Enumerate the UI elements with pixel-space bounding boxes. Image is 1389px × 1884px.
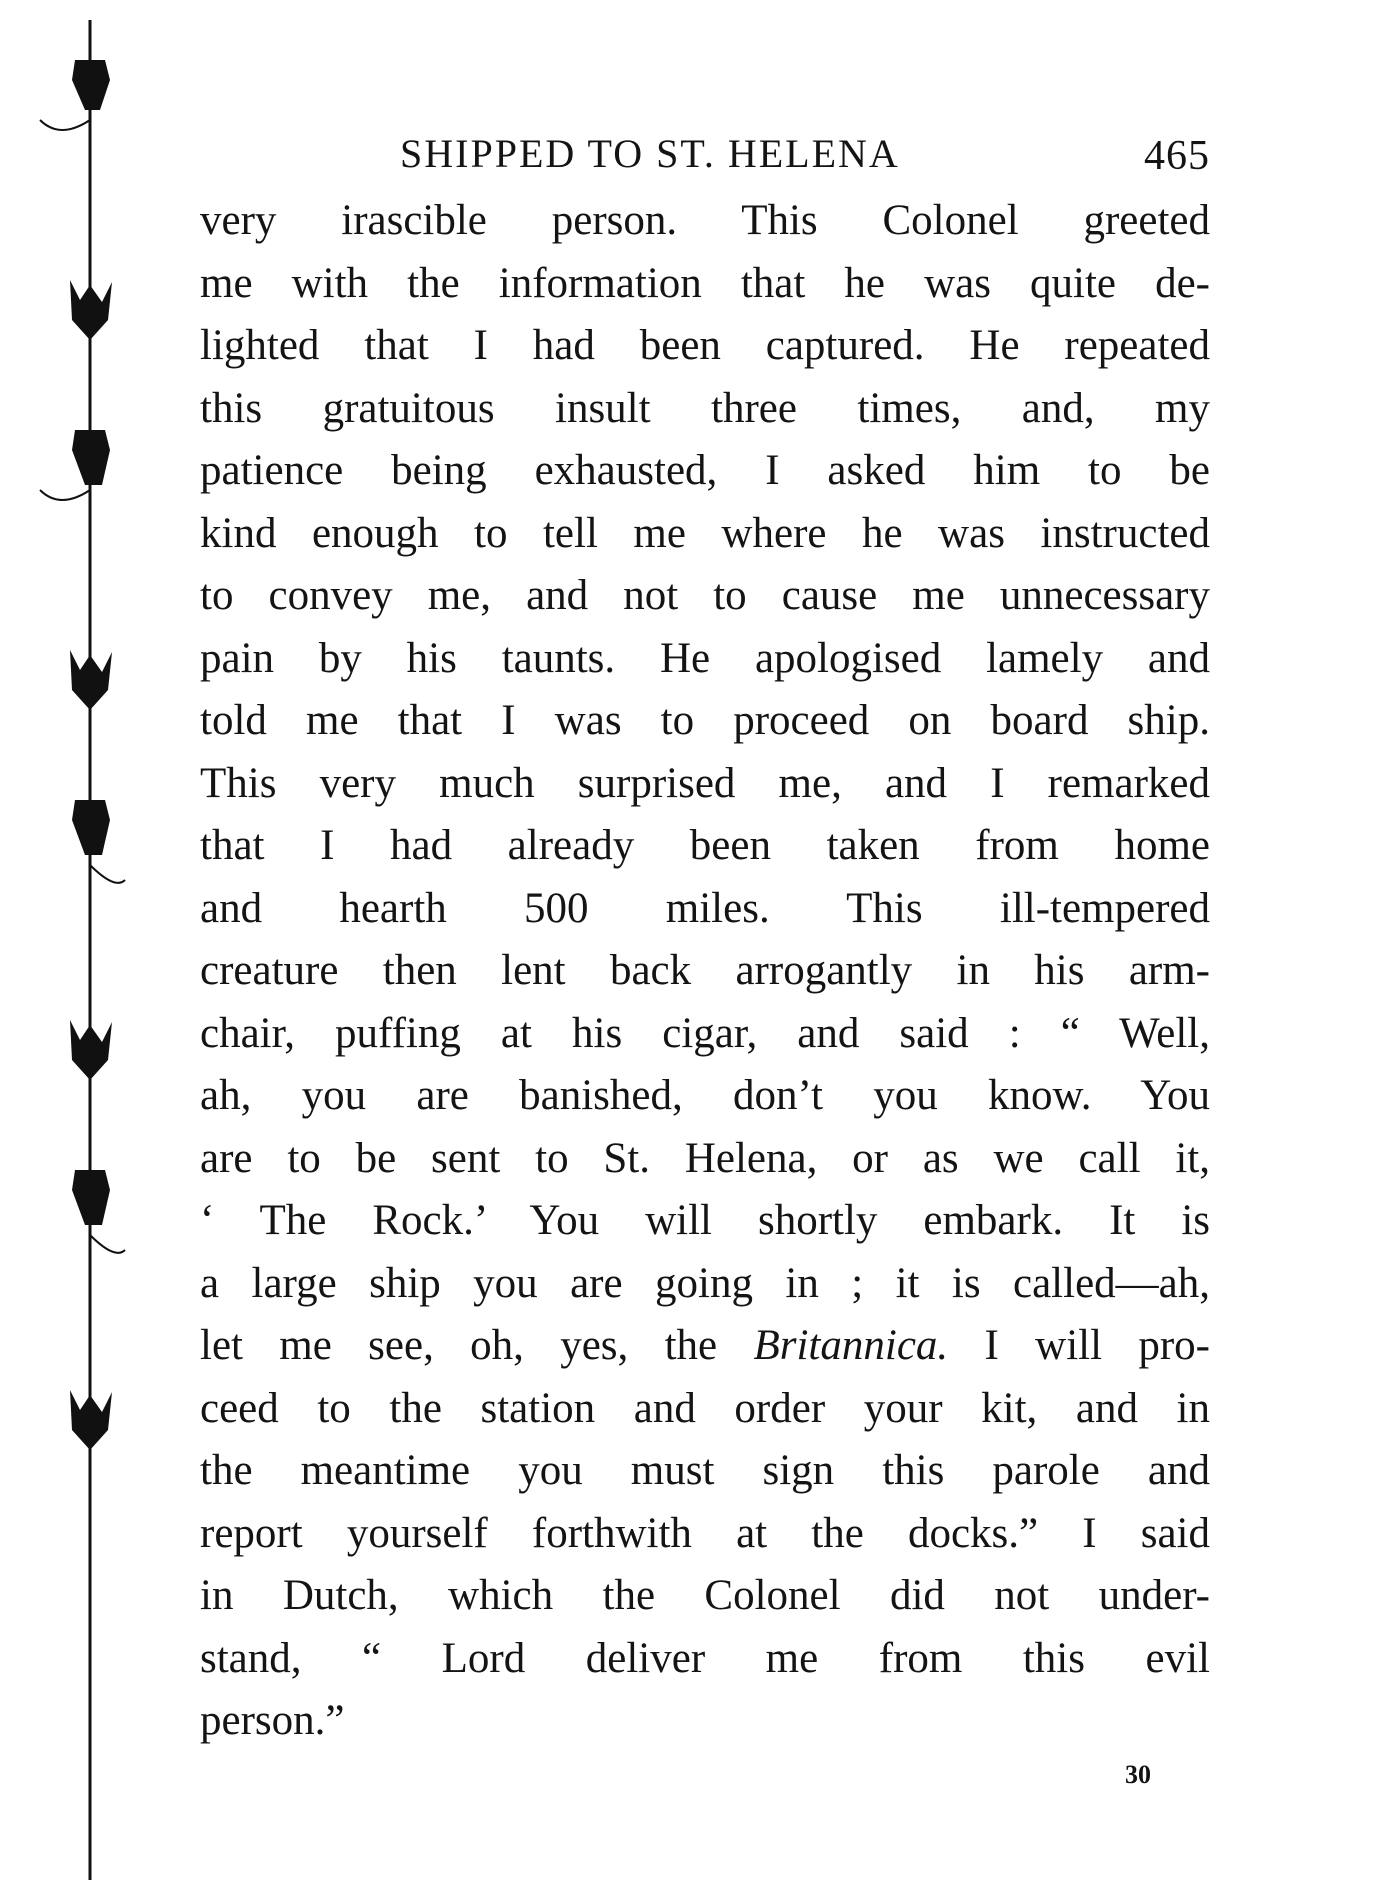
text-line: stand, “ Lord deliver me from this evil: [200, 1634, 1210, 1682]
text-line: very irascible person. This Colonel greeted: [200, 197, 1210, 244]
text-line: are to be sent to St. Helena, or as we call it,: [200, 1134, 1210, 1182]
text-line: told me that I was to proceed on board ship.: [200, 697, 1210, 744]
text-line-with-italic: [200, 1315, 1210, 1378]
text-line: ah, you are banished, don’t you know. You: [200, 1072, 1210, 1119]
margin-vine-ornament: [30, 20, 140, 1880]
text-line: creature then lent back arrogantly in his arm-: [200, 947, 1210, 994]
text-line: chair, puffing at his cigar, and said : “ Well,: [200, 1009, 1210, 1057]
text-line: ceed to the station and order your kit, and in: [200, 1384, 1210, 1432]
text-line: a large ship you are going in ; it is called—ah,: [200, 1259, 1210, 1307]
signature-mark: 30: [1125, 1760, 1151, 1789]
body-text: [200, 190, 1210, 1753]
ship-name-italic: Britannica.: [753, 1322, 949, 1369]
text-line: kind enough to tell me where he was instructed: [200, 509, 1210, 557]
text-line: ‘ The Rock.’ You will shortly embark. It is: [200, 1197, 1210, 1244]
running-header: [200, 120, 1210, 190]
text-line: to convey me, and not to cause me unnecessary: [200, 572, 1210, 619]
text-line: that I had already been taken from home: [200, 822, 1210, 869]
text-line: lighted that I had been captured. He repeated: [200, 322, 1210, 369]
text-line: person.”: [200, 1697, 345, 1744]
text-segment: I will pro-: [984, 1322, 1211, 1369]
page-number: 465: [1144, 133, 1210, 179]
text-segment: let me see, oh, yes, the: [200, 1322, 718, 1369]
book-page: [200, 120, 1210, 1753]
text-line: report yourself forthwith at the docks.” I said: [200, 1509, 1210, 1557]
text-line: this gratuitous insult three times, and, my: [200, 384, 1210, 432]
text-line: patience being exhausted, I asked him to be: [200, 447, 1210, 494]
text-line: This very much surprised me, and I remarked: [200, 759, 1210, 807]
text-line: me with the information that he was quite de-: [200, 259, 1210, 307]
text-line: in Dutch, which the Colonel did not under-: [200, 1572, 1210, 1619]
text-line: pain by his taunts. He apologised lamely and: [200, 634, 1210, 682]
text-line: the meantime you must sign this parole and: [200, 1447, 1210, 1494]
text-line: and hearth 500 miles. This ill-tempered: [200, 884, 1210, 932]
running-title: SHIPPED TO ST. HELENA: [400, 131, 900, 176]
